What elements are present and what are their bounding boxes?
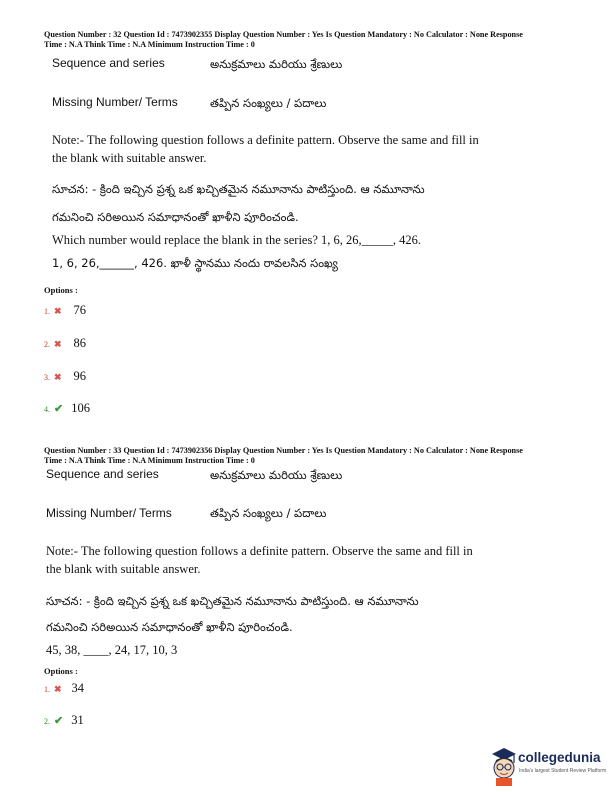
subtopic-te: తప్పిన సంఖ్యలు / పదాలు: [210, 506, 327, 520]
logo-tagline: India's largest Student Review Platform: [519, 768, 607, 774]
note-te-line2: గమనించి సరిఅయిన సమాధానంతో ఖాళీని పూరించండి.: [46, 620, 293, 634]
option-item: [44, 367, 86, 385]
option-value: 96: [73, 369, 87, 383]
topic-te: అనుక్రమాలు మరియు శ్రేణులు: [210, 57, 343, 71]
options-label: Options :: [44, 285, 78, 295]
collegedunia-logo: [490, 746, 608, 786]
question-meta-line1: Question Number : 32 Question Id : 7473902355 Display Question Number : Yes Is Question Mandatory : No Calculator : None Response: [44, 30, 523, 39]
note-line1: Note:- The following question follows a definite pattern. Observe the same and fill in: [52, 133, 479, 147]
note-line1: Note:- The following question follows a definite pattern. Observe the same and fill in: [46, 544, 473, 558]
option-item: [44, 679, 84, 697]
note-te-line1: సూచన: - క్రింది ఇచ్చిన ప్రశ్న ఒక ఖచ్చితమైన నమూనాను పాటిస్తుంది. ఆ నమూనాను: [52, 182, 425, 196]
topic-en: Sequence and series: [52, 56, 165, 70]
question-meta-line1: Question Number : 33 Question Id : 7473902356 Display Question Number : Yes Is Question Mandatory : No Calculator : None Response: [44, 446, 523, 455]
option-value: 76: [73, 303, 87, 317]
question-meta-line2: Time : N.A Think Time : N.A Minimum Instruction Time : 0: [44, 456, 255, 465]
cross-icon: ✖: [54, 306, 62, 316]
question-meta-line2: Time : N.A Think Time : N.A Minimum Instruction Time : 0: [44, 40, 255, 49]
option-item: [44, 334, 86, 352]
mascot-icon: [490, 746, 518, 786]
option-number: 1.: [44, 685, 50, 694]
option-value: 106: [71, 401, 90, 415]
question-text-te: 1, 6, 26,______, 426. ఖాళీ స్థానము నందు రావలసిన సంఖ్య: [52, 256, 338, 270]
option-number: 3.: [44, 373, 50, 382]
option-value: 86: [73, 336, 87, 350]
topic-te: అనుక్రమాలు మరియు శ్రేణులు: [210, 468, 343, 482]
option-value: 31: [71, 713, 84, 727]
checkmark-icon: ✔: [54, 715, 64, 727]
question-text-en: Which number would replace the blank in the series? 1, 6, 26,_____, 426.: [52, 233, 422, 247]
logo-name: collegedunia: [518, 750, 601, 765]
subtopic-en: Missing Number/ Terms: [46, 506, 172, 520]
checkmark-icon: ✔: [54, 403, 64, 415]
note-te-line1: సూచన: - క్రింది ఇచ్చిన ప్రశ్న ఒక ఖచ్చితమైన నమూనాను పాటిస్తుంది. ఆ నమూనాను: [46, 594, 419, 608]
note-te-line2: గమనించి సరిఅయిన సమాధానంతో ఖాళీని పూరించండి.: [52, 210, 299, 224]
option-number: 4.: [44, 405, 50, 414]
options-label: Options :: [44, 666, 78, 676]
option-number: 2.: [44, 340, 50, 349]
cross-icon: ✖: [54, 372, 62, 382]
option-number: 1.: [44, 307, 50, 316]
cross-icon: ✖: [54, 339, 62, 349]
subtopic-en: Missing Number/ Terms: [52, 95, 178, 109]
question-text-en: 45, 38, ____, 24, 17, 10, 3: [46, 643, 178, 657]
option-item: [44, 399, 90, 417]
option-value: 34: [71, 681, 85, 695]
option-item: [44, 711, 84, 729]
note-line2: the blank with suitable answer.: [46, 562, 201, 576]
note-line2: the blank with suitable answer.: [52, 151, 207, 165]
option-item: [44, 301, 86, 319]
option-number: 2.: [44, 717, 50, 726]
topic-en: Sequence and series: [46, 467, 159, 481]
subtopic-te: తప్పిన సంఖ్యలు / పదాలు: [210, 96, 327, 110]
cross-icon: ✖: [54, 684, 62, 694]
